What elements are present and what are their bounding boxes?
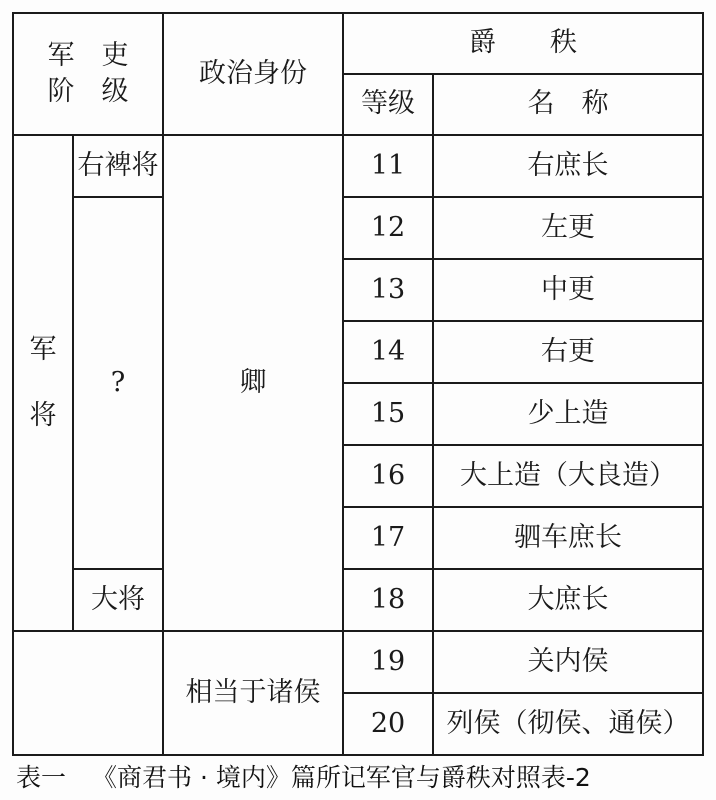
grade-cell: 16	[343, 445, 433, 507]
empty-rank-cell	[13, 631, 163, 755]
grade-cell: 15	[343, 383, 433, 445]
grade-cell: 12	[343, 197, 433, 259]
sub-rank-right-deputy: 右裨将	[73, 135, 163, 197]
grade-cell: 13	[343, 259, 433, 321]
header-political-status: 政治身份	[163, 13, 343, 135]
status-qing: 卿	[163, 135, 343, 631]
grade-cell: 11	[343, 135, 433, 197]
sub-rank-great-general: 大将	[73, 569, 163, 631]
caption-title: 《商君书 · 境内》篇所记军官与爵秩对照表-2	[92, 763, 591, 792]
grade-cell: 19	[343, 631, 433, 693]
table-row	[13, 569, 703, 631]
group-general-line1: 军	[29, 333, 57, 365]
status-equivalent-lord: 相当于诸侯	[163, 631, 343, 755]
table-row	[13, 197, 703, 259]
name-cell: 少上造	[433, 383, 703, 445]
header-military-rank-line2: 阶 级	[47, 76, 129, 107]
name-cell: 驷车庶长	[433, 507, 703, 569]
name-cell: 大上造（大良造）	[433, 445, 703, 507]
table-row	[13, 135, 703, 197]
caption-label: 表一	[16, 763, 67, 792]
name-cell: 右庶长	[433, 135, 703, 197]
group-general	[13, 135, 73, 631]
grade-cell: 17	[343, 507, 433, 569]
header-military-rank-line1: 军 吏	[47, 39, 129, 71]
header-military-rank	[13, 13, 163, 135]
grade-cell: 18	[343, 569, 433, 631]
name-cell: 右更	[433, 321, 703, 383]
name-cell: 左更	[433, 197, 703, 259]
name-cell: 大庶长	[433, 569, 703, 631]
grade-cell: 20	[343, 693, 433, 755]
name-cell: 列侯（彻侯、通侯）	[433, 693, 703, 755]
sub-rank-unknown: ?	[73, 197, 163, 569]
grade-cell: 14	[343, 321, 433, 383]
header-name: 名 称	[433, 74, 703, 135]
group-general-line2: 将	[29, 400, 57, 431]
header-jue-rank: 爵 秩	[343, 13, 703, 74]
rank-comparison-table	[12, 12, 704, 756]
header-grade: 等级	[343, 74, 433, 135]
table-row	[13, 631, 703, 693]
table-caption	[16, 760, 706, 796]
name-cell: 中更	[433, 259, 703, 321]
name-cell: 关内侯	[433, 631, 703, 693]
